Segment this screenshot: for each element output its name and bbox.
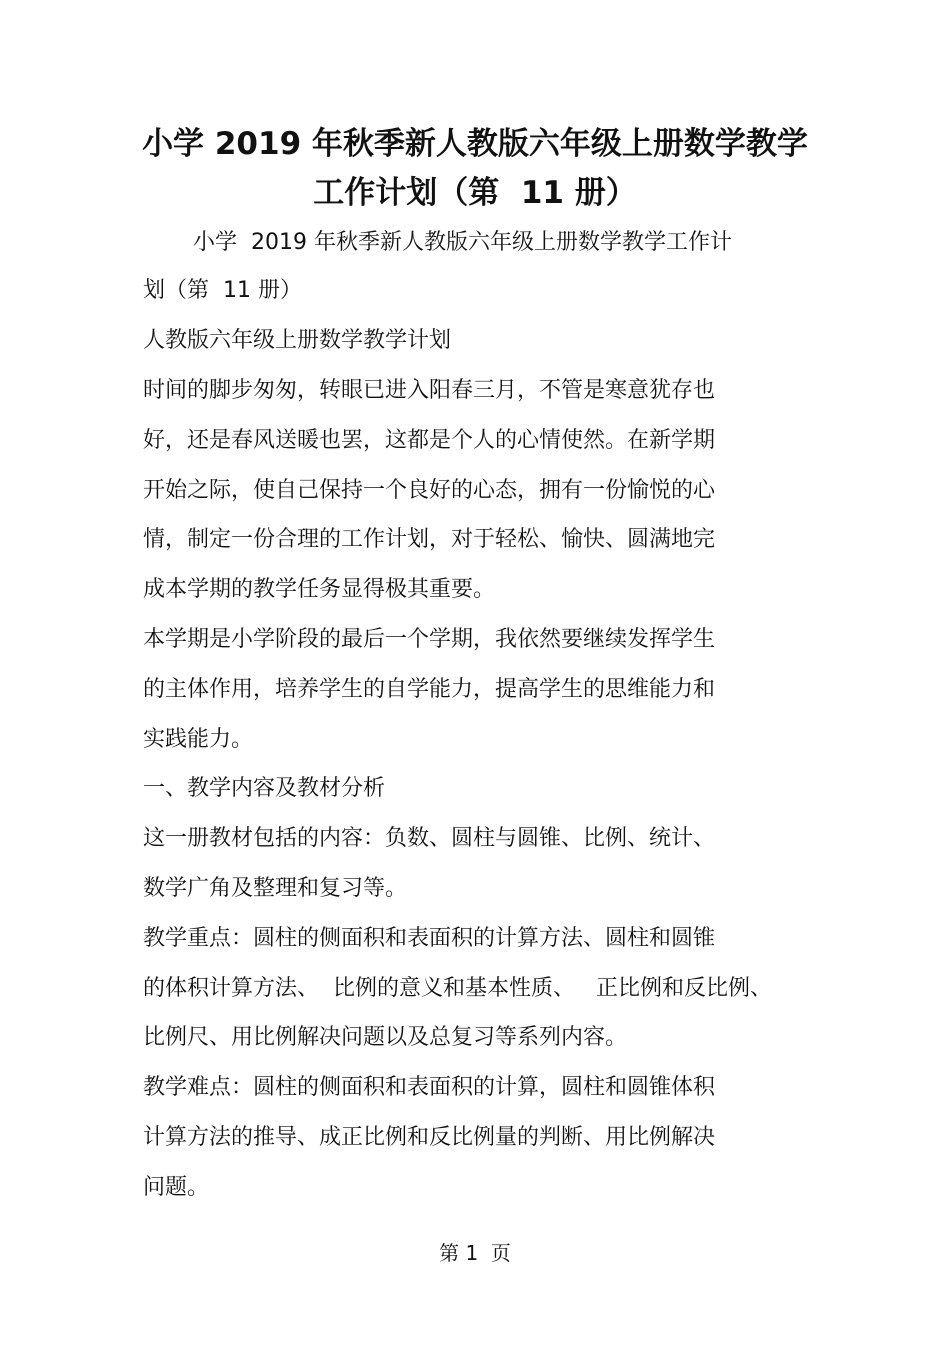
body-line: 数学广角及整理和复习等。 [143,876,408,901]
subtitle-line-2: 划（第 11 册） [143,278,302,303]
body-line: 的体积计算方法、 比例的意义和基本性质、 正比例和反比例、 [143,976,772,1001]
body-line: 这一册教材包括的内容：负数、圆柱与圆锥、比例、统计、 [143,826,716,851]
body-line: 比例尺、用比例解决问题以及总复习等系列内容。 [143,1025,628,1050]
body-line: 情，制定一份合理的工作计划，对于轻松、愉快、圆满地完 [143,527,716,552]
body-line: 计算方法的推导、成正比例和反比例量的判断、用比例解决 [143,1125,716,1150]
body-line-difficult-points: 教学难点：圆柱的侧面积和表面积的计算，圆柱和圆锥体积 [143,1075,716,1100]
page-number-footer: 第 1 页 [439,1241,511,1265]
document-title-line-1: 小学 2019 年秋季新人教版六年级上册数学教学 [142,126,808,162]
body-line: 实践能力。 [143,727,254,752]
body-line-key-points: 教学重点：圆柱的侧面积和表面积的计算方法、圆柱和圆锥 [143,926,716,951]
document-title-line-2: 工作计划（第 11 册） [313,175,637,211]
body-line: 开始之际，使自己保持一个良好的心态，拥有一份愉悦的心 [143,478,716,503]
section-heading-content-analysis: 一、教学内容及教材分析 [143,776,386,801]
body-line: 的主体作用，培养学生的自学能力，提高学生的思维能力和 [143,677,716,702]
body-line: 好，还是春风送暖也罢，这都是个人的心情使然。在新学期 [143,428,716,453]
section-heading-plan: 人教版六年级上册数学教学计划 [143,328,452,353]
body-line: 问题。 [143,1175,210,1200]
subtitle-line-1: 小学 2019 年秋季新人教版六年级上册数学教学工作计 [193,230,732,255]
body-line: 成本学期的教学任务显得极其重要。 [143,577,496,602]
body-line: 本学期是小学阶段的最后一个学期，我依然要继续发挥学生 [143,627,716,652]
body-line: 时间的脚步匆匆，转眼已进入阳春三月，不管是寒意犹存也 [143,378,716,403]
